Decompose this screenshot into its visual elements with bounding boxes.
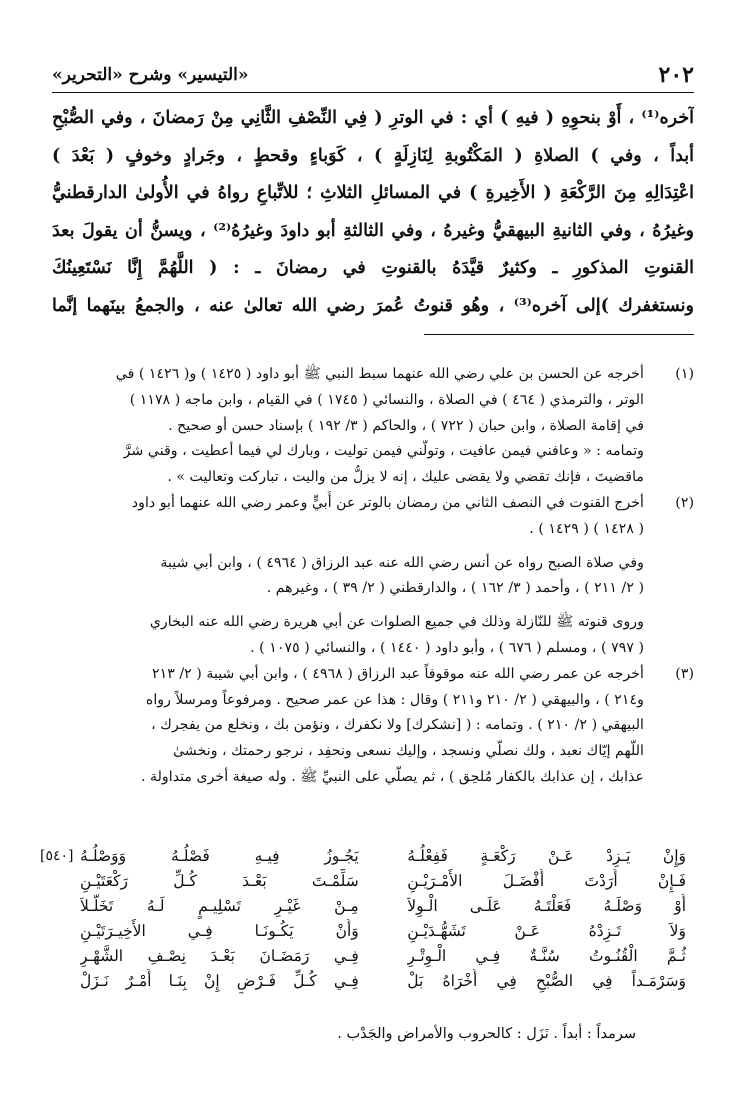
main-line: أبداً ، وفي ) الصلاةِ ( المَكْتُوبةِ لِنَازِلَةٍ ) ، كَوَباءٍ وقحطٍ ، وجَرادٍ وخوفٍ ( بَعْدَ )	[52, 145, 694, 166]
footnote-paragraph	[52, 610, 694, 662]
poem-hemistich: سَلِّمْـتَ بَعْـدَ كُـلِّ رَكْعَتَيْـنِ	[80, 872, 359, 890]
poem-hemistich: وَإِنْ يَـزِدْ عَـنْ رَكْعَـةٍ فَفِعْلُـهُ	[407, 847, 686, 865]
main-line: القنوتِ المذكورِ ـ وكثيرٌ قيَّدَهُ بالقنوتِ في رمضانَ ـ : ( اللَّهُمَّ إِنَّا نَسْتَعِينُكَ	[52, 258, 694, 278]
footnote-line: و٢١٤ ) ، والبيهقي ( ٢/ ٢١٠ و٢١١ ) وقال : هذا عن عمر صحيح . ومرفوعاً ومرسلاً رواه	[145, 691, 644, 708]
poem	[40, 844, 686, 994]
gloss-note: سرمداً : أبداً . نَزَل : كالحروب والأمراض والجَدْب .	[337, 1026, 636, 1042]
poem-hemistich: وَلاَ تَـزِدْهُ عَـنْ تَشَهُّـدَيْـنِ	[407, 922, 686, 940]
footnote-body	[52, 662, 644, 791]
footnote-line: ماقضيتَ ، فإنك تقضي ولا يقضى عليك ، إنه لا يزلُّ من واليت ، تباركت وتعاليت » .	[167, 469, 644, 486]
poem-hemistich: فَـإِنْ أَرَدْتَ أَفْضَـلَ الأَمْـرَيْـنِ	[407, 872, 686, 890]
main-text	[52, 100, 694, 325]
poem-hemistich: ثُـمَّ الْقُنُـوتُ سُنَّـةٌ فِـي الْـوِتْـرِ	[407, 947, 686, 965]
footnote-line: وفي صلاة الصبح رواه عن أنس رضي الله عنه عبد الرزاق ( ٤٩٦٤ ) ، وابن أبي شيبة	[160, 554, 644, 571]
footnote-number: (١)	[675, 366, 694, 382]
footnote-2	[52, 491, 694, 543]
poem-verse	[80, 969, 686, 994]
poem-verse	[80, 919, 686, 944]
poem-hemistich: يَجُـوزُ فِيـهِ فَصْلُـهُ وَوَصْلُـهُ	[80, 847, 359, 865]
poem-verse	[80, 844, 686, 869]
footnote-line: اللّهم إيّاك نعبد ، ولك نصلّي ونسجد ، وإليك نسعى ونحفِد ، نرجو رحمتك ، ونخشىٰ	[173, 743, 644, 760]
footnote-3	[52, 662, 694, 791]
footnote-line: الوتر ، والترمذي ( ٤٦٤ ) في الصلاة ، والنسائي ( ١٧٤٥ ) في القيام ، وابن ماجه ( ١١٧٨ )	[129, 391, 644, 408]
footnote-line: ( ١٤٢٨ ) ( ١٤٢٩ ) .	[529, 520, 644, 537]
footnotes	[52, 362, 694, 791]
footnote-1	[52, 362, 694, 491]
main-line: وغيرُهُ ، وفي الثانيةِ البيهقيُّ وغيرهُ ، وفي الثالثةِ أبو داودَ وغيرُهُ⁽²⁾ ، ويسنُّ أن يقولَ بعدَ	[52, 220, 694, 241]
main-line: ونستغفرك )إلى آخره⁽³⁾ ، وهُو قنوتُ عُمرَ رضي الله تعالىٰ عنه ، والجمعُ بينَهما إنَّما	[52, 295, 694, 316]
footnote-line: وروى قنوته ﷺ للنّازلة وذلك في جميع الصلوات عن أبي هريرة رضي الله عنه البخاري	[149, 614, 644, 631]
page-header	[52, 58, 694, 93]
footnote-paragraph	[52, 551, 694, 603]
poem-hemistich: وَأَنْ يَكُـونَـا فِـي الأَخِيـرَتَيْـنِ	[80, 922, 359, 940]
page-number: ٢٠٢	[658, 62, 694, 88]
footnote-line: وتمامه : « وعافني فيمن عافيت ، وتولّني فيمن توليت ، وبارك لي فيما أعطيت ، وقني شرَّ	[123, 443, 644, 460]
footnote-number: (٢)	[675, 494, 694, 511]
poem-hemistich: وَسَرْمَـداً فِي الصُّبْحِ فِي أُخْرَاهُ بَلْ	[407, 972, 686, 990]
poem-hemistich: أَوْ وَصْلَـهُ فَعَلْتَـهُ عَلَـى الْـوِلاَ	[407, 897, 686, 915]
poem-verse	[80, 869, 686, 894]
poem-hemistich: فِـي رَمَضَـانَ بَعْـدَ نِصْـفِ الشَّهْـرِ	[80, 947, 359, 965]
poem-verse	[80, 944, 686, 969]
poem-hemistich: مِـنْ غَيْـرِ تَسْلِيـمٍ لَـهُ تَخَلَّـلاَ	[80, 897, 359, 915]
poem-verse	[80, 894, 686, 919]
footnote-line: أخرجه عن عمر رضي الله عنه موقوفاً عبد الرزاق ( ٤٩٦٨ ) ، وابن أبي شيبة ( ٢/ ٢١٣	[151, 665, 644, 682]
verse-number: [٥٤٠]	[40, 848, 74, 864]
footnote-line: البيهقي ( ٢/ ٢١٠ ) . وتمامه : ( [نشكرك] ولا نكفرك ، ونؤمن بك ، ونخلع من يفجرك ،	[151, 717, 644, 734]
main-line: اعْتِدَالِهِ مِنَ الرَّكْعَةِ ( الأَخِيرةِ ) في المسائلِ الثلاثِ ؛ للاتِّباعِ رواهُ في الأُولىٰ الدارقطنيُّ	[52, 183, 694, 203]
footnote-body	[52, 362, 644, 491]
footnote-line: في إقامة الصلاة ، وابن حبان ( ٧٢٢ ) ، والحاكم ( ٣/ ١٩٢ ) بإسناد حسن أو صحيح .	[168, 417, 644, 434]
main-line: آخره⁽¹⁾ ، أَوْ بنحوِهِ ( فيهِ ) أي : في الوترِ ( فِي النِّصْفِ الثَّانِي مِنْ رَمضانَ ، وفي الصُّبْحِ	[52, 108, 694, 128]
footnote-line: عذابك ، إن عذابك بالكفار مُلحِق ) ، ثم يصلّي على النبيِّ ﷺ . وله صيغة أخرى متداولة .	[140, 768, 644, 785]
footnote-number: (٣)	[675, 665, 694, 682]
footnote-line: أخرج القنوت في النصف الثاني من رمضان بالوتر عن أُبيٍّ وعمر رضي الله عنهما أبو داود	[131, 494, 644, 511]
footnote-line: ( ٧٩٧ ) ، ومسلم ( ٦٧٦ ) ، وأبو داود ( ١٤٤٠ ) ، والنسائي ( ١٠٧٥ ) .	[250, 639, 644, 656]
footnote-body	[52, 491, 644, 543]
footnote-line: أخرجه عن الحسن بن علي رضي الله عنهما سبط النبي ﷺ أبو داود ( ١٤٢٥ ) و( ١٤٢٦ ) في	[115, 366, 644, 382]
footnote-divider	[424, 334, 694, 335]
poem-hemistich: فِـي كُـلِّ فَـرْضٍ إِنْ بِنَـا أَمْـرٌ نَـزَلْ	[80, 972, 359, 990]
footnote-line: ( ٢/ ٢١١ ) ، وأحمد ( ٣/ ١٦٢ ) ، والدارقطني ( ٢/ ٣٩ ) ، وغيرهم .	[266, 580, 644, 597]
running-title: «التيسير» وشرح «التحرير»	[52, 65, 249, 85]
